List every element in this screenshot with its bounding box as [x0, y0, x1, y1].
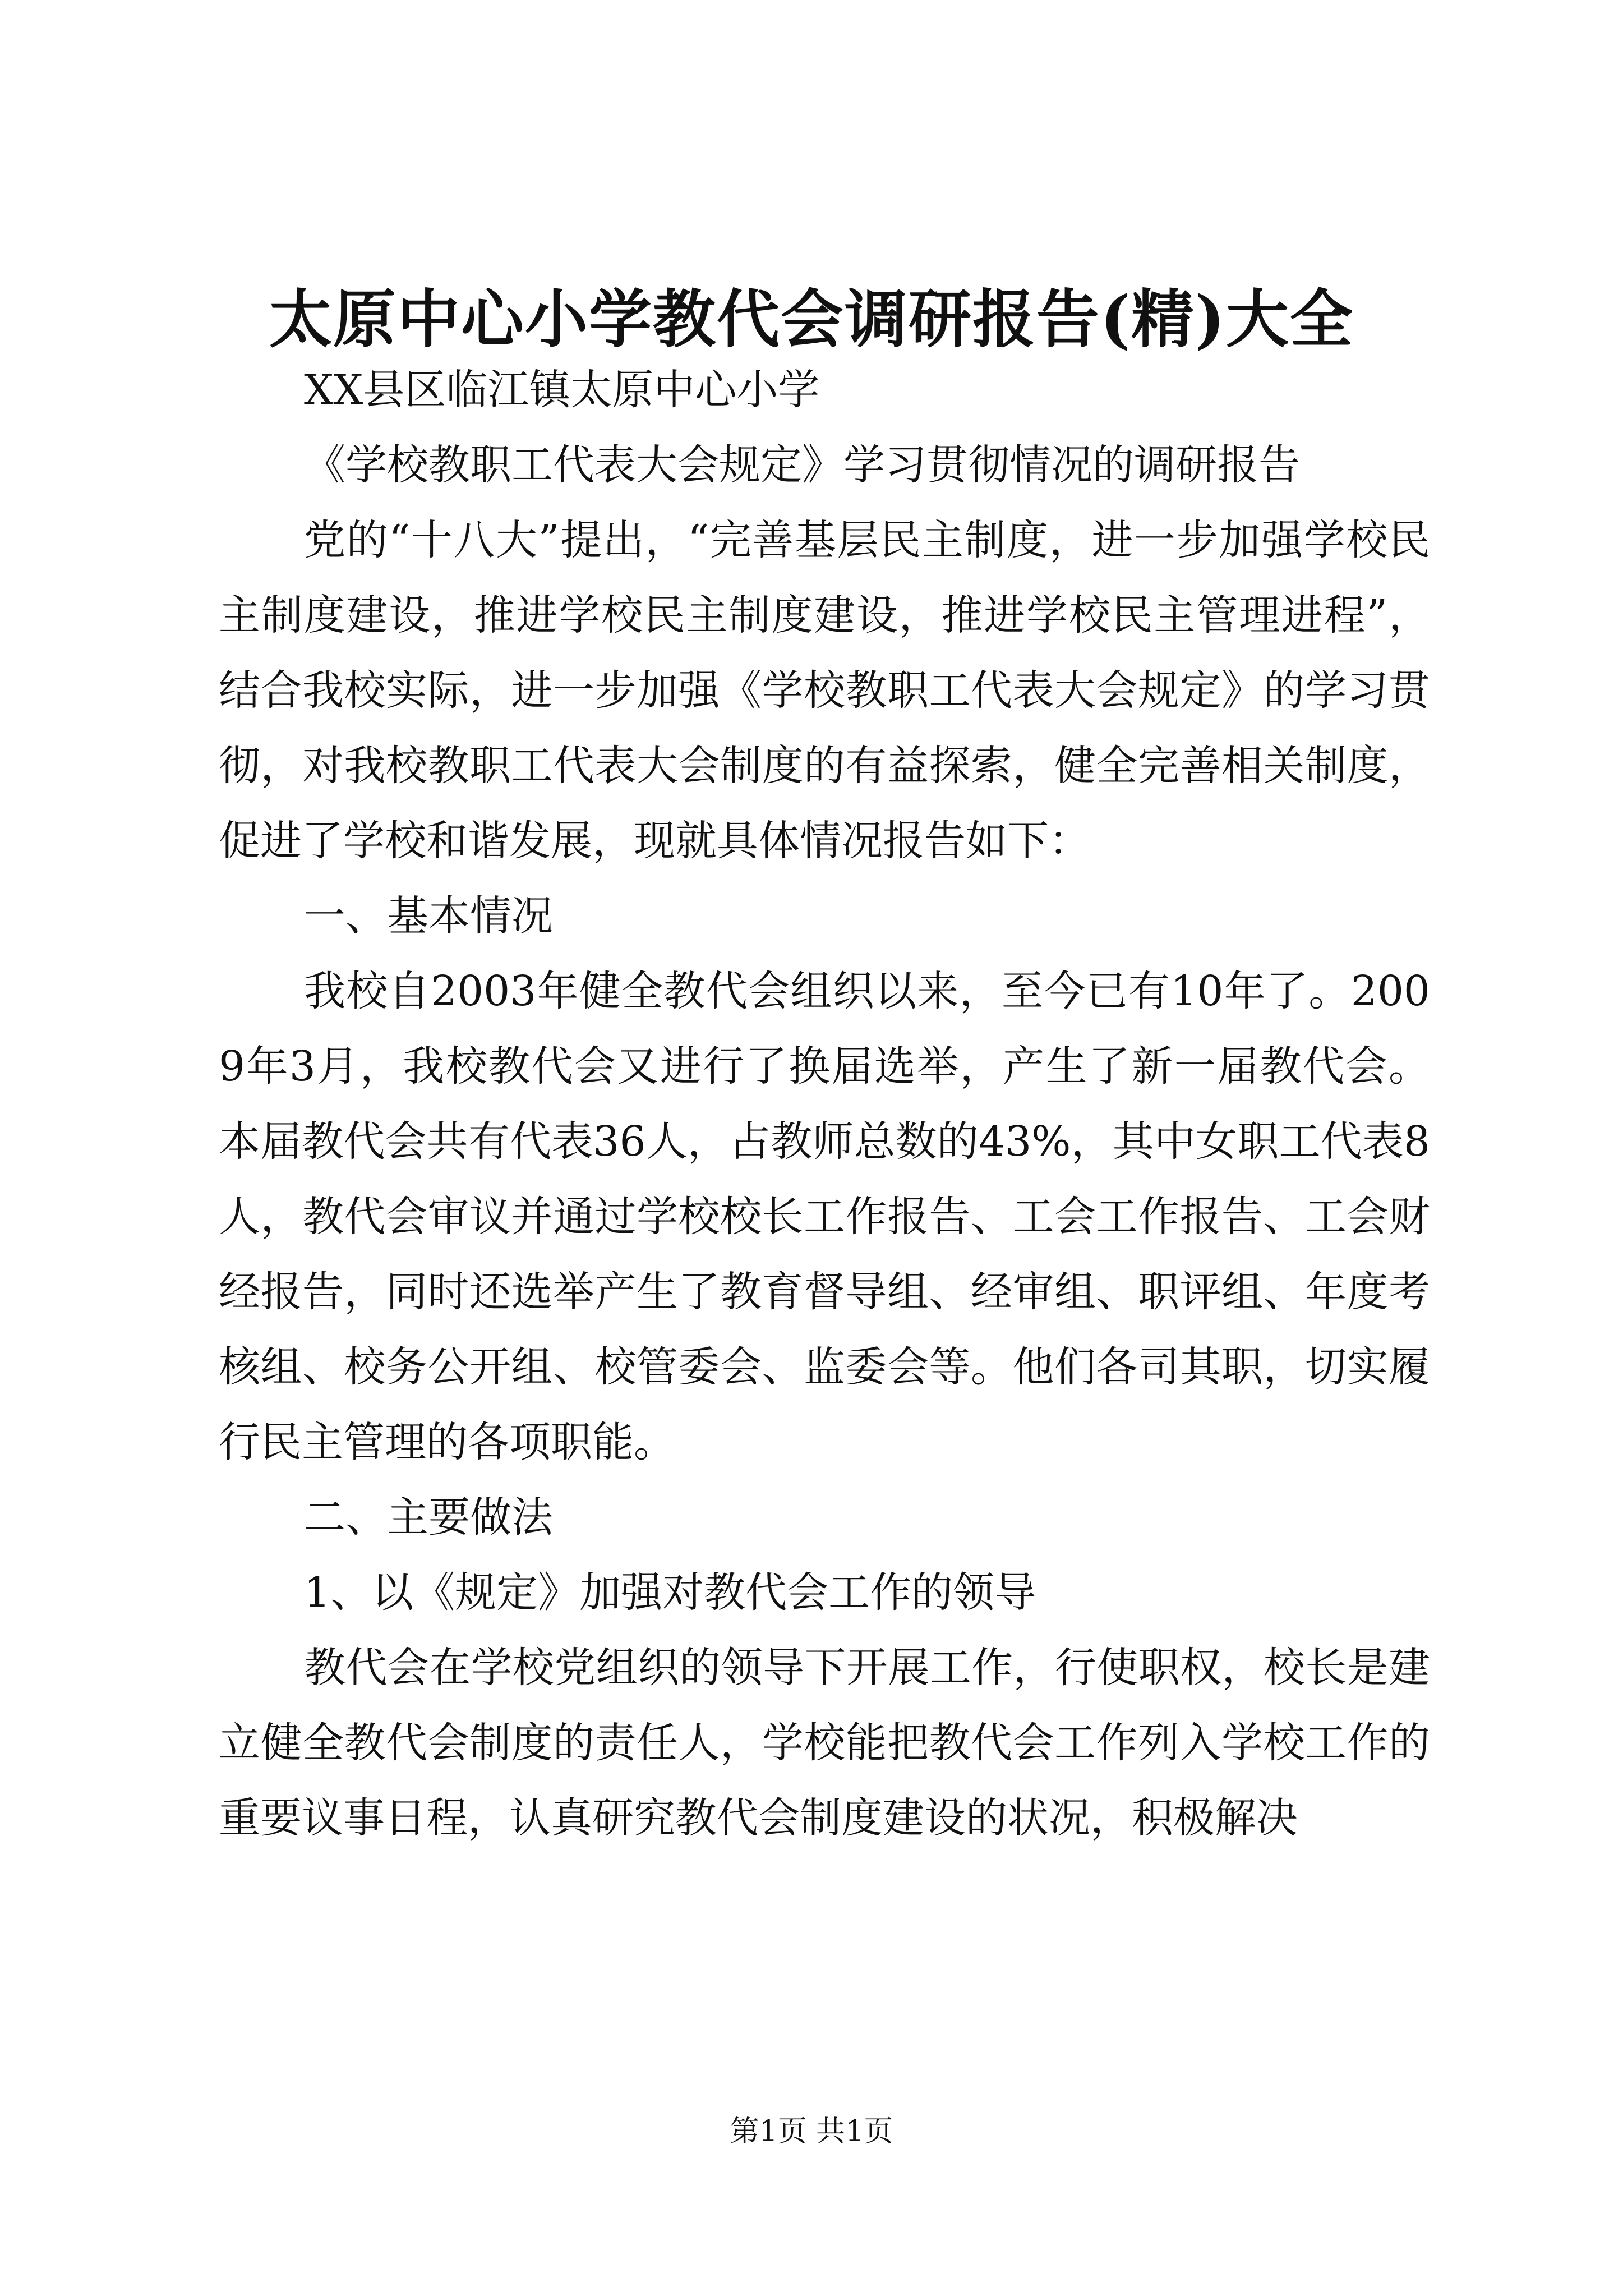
section-heading-basic-situation: 一、基本情况: [304, 892, 553, 940]
intro-paragraph: 党的“十八大”提出，“完善基层民主制度，进一步加强学校民主制度建设，推进学校民主制度建设，推进学校民主管理进程”，结合我校实际，进一步加强《学校教职工代表大会规定》的学习贯彻，对我校教职工代表大会制度的有益探索，健全完善相关制度，促进了学校和谐发展，现就具体情况报告如下：: [219, 516, 1430, 865]
school-name-line: XX县区临江镇太原中心小学: [304, 366, 820, 414]
basic-situation-paragraph: 我校自2003年健全教代会组织以来，至今已有10年了。2009年3月，我校教代会又进行了换届选举，产生了新一届教代会。本届教代会共有代表36人，占教师总数的43%，其中女职工代表8人，教代会审议并通过学校校长工作报告、工会工作报告、工会财经报告，同时还选举产生了教育督导组、经审组、职评组、年度考核组、校务公开组、校管委会、监委会等。他们各司其职，切实履行民主管理的各项职能。: [219, 967, 1430, 1466]
section-heading-main-practices: 二、主要做法: [304, 1493, 553, 1542]
page-footer: 第1页 共1页: [730, 2115, 893, 2148]
document-title: 太原中心小学教代会调研报告(精)大全: [269, 283, 1354, 356]
leadership-paragraph: 教代会在学校党组织的领导下开展工作，行使职权，校长是建立健全教代会制度的责任人，学校能把教代会工作列入学校工作的重要议事日程，认真研究教代会制度建设的状况，积极解决: [219, 1644, 1430, 1842]
subsection-heading-leadership: 1、以《规定》加强对教代会工作的领导: [304, 1568, 1036, 1617]
document-body: [219, 352, 1430, 1856]
report-subtitle: 《学校教职工代表大会规定》学习贯彻情况的调研报告: [304, 441, 1300, 489]
